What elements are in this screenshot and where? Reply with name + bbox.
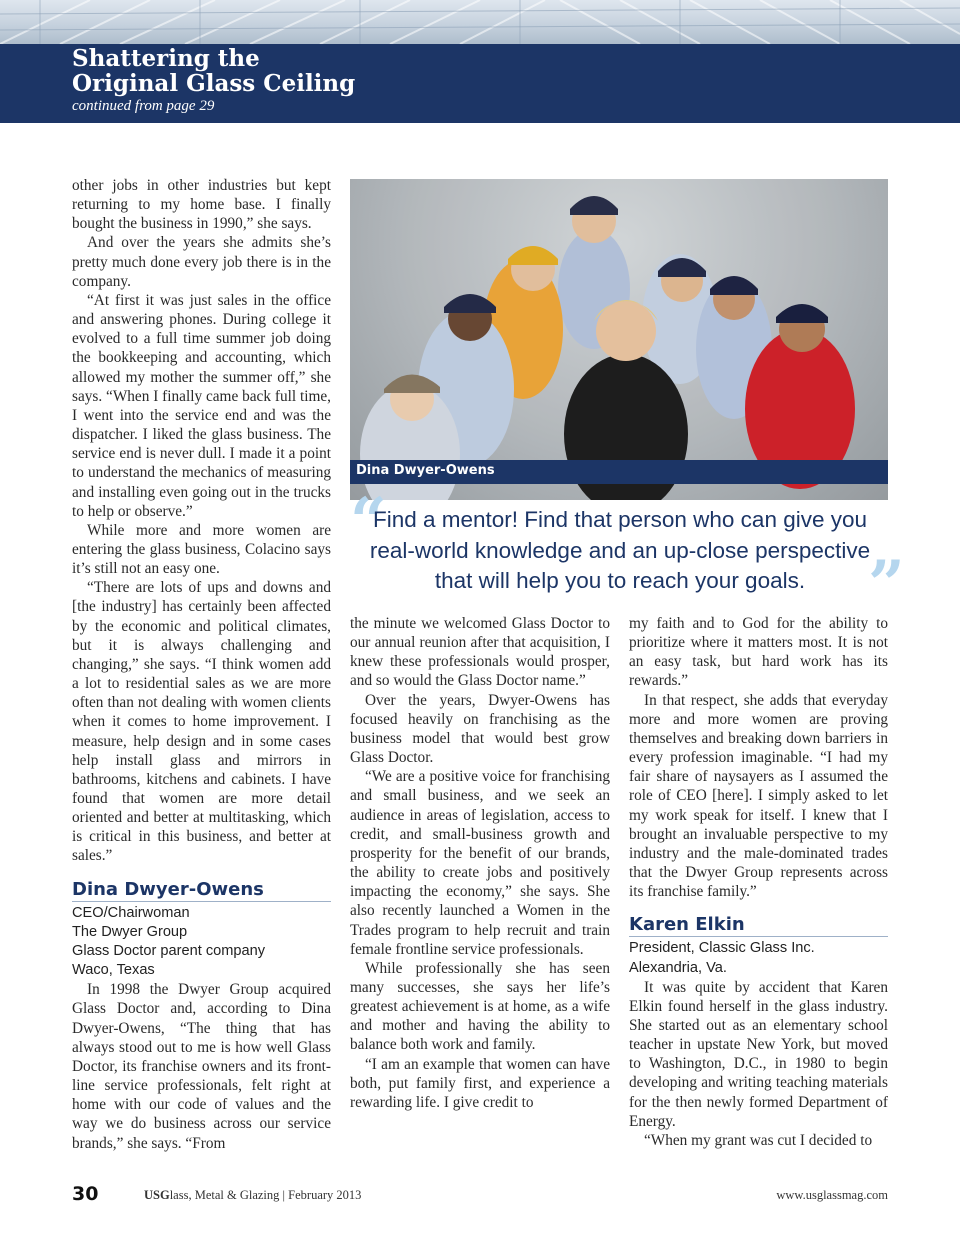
group-photo (350, 179, 888, 500)
photo-caption: Dina Dwyer-Owens (356, 463, 495, 478)
paragraph: In 1998 the Dwyer Group acquired Glass Doctor and, according to Dina Dwyer-Owens, “The thing that has always stood out to me is how well Glass Doctor, its franchise owners and its front-line service professionals, felt right at home with our code of values and the way we do business across our service brands,” she says. “From (72, 981, 331, 1152)
separator: | (282, 1188, 286, 1202)
article-title: Shattering the Original Glass Ceiling (72, 45, 356, 97)
paragraph: my faith and to God for the ability to prioritize where it matters most. It is not an easy task, but hard work has its rewards.” (629, 615, 888, 690)
header-banner (0, 44, 960, 123)
profile-name-karen: Karen Elkin (629, 914, 888, 937)
paragraph: the minute we welcomed Glass Doctor to our annual reunion after that acquisition, I knew these professionals would prosper, and so would the Glass Doctor name.” (350, 615, 610, 690)
group-photo-illustration (350, 179, 888, 500)
pull-quote: Find a mentor! Find that person who can give you real-world knowledge and an up-close perspective that will help you to reach your goals. (369, 507, 871, 593)
page-number: 30 (72, 1183, 99, 1205)
column-2 (350, 614, 610, 1112)
header-glass-image (0, 0, 960, 44)
continued-note: continued from page 29 (72, 98, 215, 114)
close-quote-icon: ” (868, 547, 905, 622)
paragraph: “We are a positive voice for franchising and small business, and we seek an audience in areas of legislation, access to credit, and small-business growth and prosperity for the benefit of our brands, the ability to create jobs and positively impacting the economy,” she says. She also recently launched a Women in the Trades program to help recruit and train female frontline service professionals. (350, 768, 610, 958)
paragraph: In that respect, she adds that everyday more and more women are proving themselves and breaking down barriers in every profession imaginable. “I had my fair share of naysayers as I assumed the role of CEO [here]. I simply asked to let my work speak for itself. I knew that I brought an invaluable perspective to my industry and the male-dominated trades that the Dwyer Group represents across its franchise family.” (629, 691, 888, 901)
profile-title: President, Classic Glass Inc. (629, 940, 815, 957)
paragraph: other jobs in other industries but kept returning to my home base. I finally bought the business in 1990,” she says. (72, 177, 331, 233)
paragraph: It was quite by accident that Karen Elkin found herself in the glass industry. She started out as an elementary school teacher in upstate New York, but moved to Washington, D.C., in 1980 to begin developing and writing teaching materials for the then newly formed Department of Energy. (629, 978, 888, 1130)
profile-name-dina: Dina Dwyer-Owens (72, 879, 331, 902)
profile-company-note: Glass Doctor parent company (72, 942, 266, 959)
profile-location: Alexandria, Va. (629, 959, 727, 976)
paragraph: “When my grant was cut I decided to (644, 1131, 873, 1149)
paragraph: While more and more women are entering the glass business, Colacino says it’s still not an easy one. (72, 521, 331, 578)
photo-caption-bar (350, 460, 888, 484)
paragraph: Over the years, Dwyer-Owens has focused heavily on franchising as the business model that would best grow Glass Doctor. (350, 691, 610, 767)
publication-line (144, 1188, 361, 1203)
publication-name-bold: USG (144, 1188, 170, 1202)
paragraph: “At first it was just sales in the office and answering phones. During college it evolved to a full time summer job doing the bookkeeping and accounting, which allowed my mother the summer off,” she says. “When I finally came back full time, I went into the service end and was the dispatcher. I liked the glass business. The service end is never dull. I made it a point to understand the mechanics of measuring and installing even going out in the trucks to help or observe.” (72, 291, 331, 520)
profile-company: The Dwyer Group (72, 923, 188, 940)
website-link[interactable]: www.usglassmag.com (776, 1188, 888, 1202)
profile-location: Waco, Texas (72, 962, 155, 979)
paragraph: “I am an example that women can have both, put family first, and experience a rewarding life. I give credit to (350, 1055, 610, 1111)
column-1 (72, 176, 331, 1153)
issue-date: February 2013 (288, 1188, 362, 1202)
profile-title: CEO/Chairwoman (72, 904, 190, 921)
paragraph: While professionally she has seen many successes, she says her life’s greatest achievement is at home, as a wife and mother and having the ability to balance both work and family. (350, 959, 610, 1054)
column-3 (629, 614, 888, 1150)
paragraph: And over the years she admits she’s pretty much done every job there is in the company. (72, 234, 331, 290)
publication-name: lass, Metal & Glazing (169, 1188, 280, 1202)
paragraph: “There are lots of ups and downs and [the industry] has certainly been affected by the economic and political climates, but it is always challenging and changing,” she says. “I think women add a lot to residential sales as we are more often than not dealing with women clients when it comes to home improvement. I measure, help design and in some cases help install glass and mirrors in bathrooms, kitchens and cabinets. I have found that women are more detail oriented and better at multitasking, which is critical in this business, and better at sales.” (72, 579, 331, 865)
open-quote-icon: “ (350, 484, 387, 559)
